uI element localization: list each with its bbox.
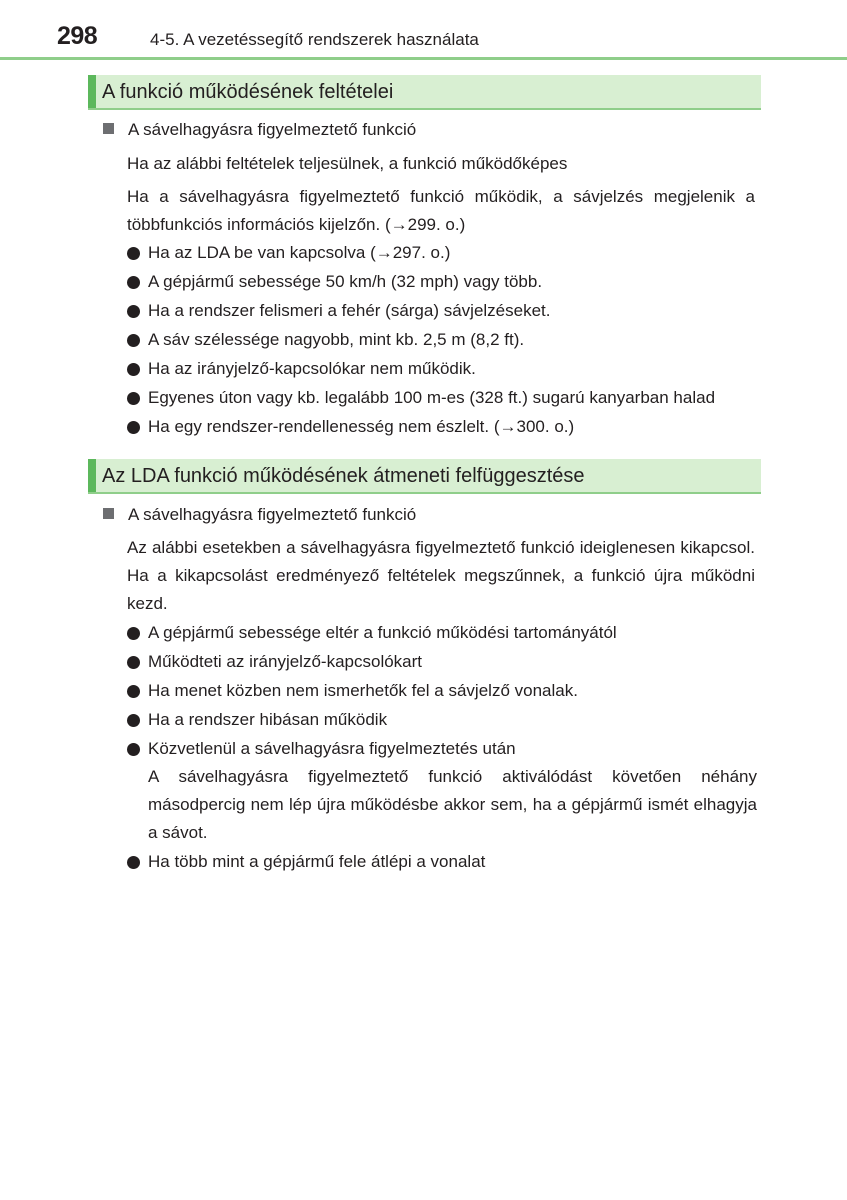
paragraph: Ha az alábbi feltételek teljesülnek, a funkció működőképes (127, 154, 568, 173)
subheading-text: A sávelhagyásra figyelmeztető funkció (128, 120, 417, 139)
bullet-icon (127, 247, 140, 260)
list-item: Egyenes úton vagy kb. legalább 100 m-es (328 ft.) sugarú kanyarban halad (127, 384, 757, 412)
conditions-list (127, 239, 757, 442)
bullet-icon (127, 685, 140, 698)
list-item: Ha az irányjelző-kapcsolókar nem működik. (127, 355, 757, 383)
page-number: 298 (57, 22, 98, 50)
square-bullet-icon (103, 508, 114, 519)
section-title: A funkció működésének feltételei (102, 81, 394, 103)
list-item: Ha több mint a gépjármű fele átlépi a vonalat (127, 848, 757, 876)
bullet-icon (127, 363, 140, 376)
list-item: Működteti az irányjelző-kapcsolókart (127, 648, 757, 676)
list-item-continuation: A sávelhagyásra figyelmeztető funkció aktiválódást követően néhány másodpercig nem lép újra működésbe akkor sem, ha a gépjármű ismét elhagyja a sávot. (148, 767, 757, 842)
header-rule (0, 57, 847, 60)
bullet-icon (127, 334, 140, 347)
bullet-icon (127, 743, 140, 756)
chapter-title: 4-5. A vezetéssegítő rendszerek használata (150, 30, 479, 49)
paragraph: Az alábbi esetekben a sávelhagyásra figyelmeztető funkció ideiglenesen kikapcsol. Ha a kikapcsolást eredményező feltételek megszűnnek, a funkció újra működni kezd. (127, 538, 755, 613)
bullet-icon (127, 276, 140, 289)
subheading (103, 505, 416, 525)
bullet-icon (127, 421, 140, 434)
bullet-icon (127, 627, 140, 640)
paragraph: Ha a sávelhagyásra figyelmeztető funkció működik, a sávjelzés megjelenik a többfunkciós információs kijelzőn. (→299. o.) (127, 187, 755, 234)
list-item: Ha a rendszer felismeri a fehér (sárga) sávjelzéseket. (127, 297, 757, 325)
list-item: A gépjármű sebessége eltér a funkció működési tartományától (127, 619, 757, 647)
list-item: A sáv szélessége nagyobb, mint kb. 2,5 m (8,2 ft). (127, 326, 757, 354)
list-item: Ha az LDA be van kapcsolva (→297. o.) (127, 239, 757, 267)
section-heading-suspension (88, 459, 761, 494)
list-item: Ha a rendszer hibásan működik (127, 706, 757, 734)
list-item: Közvetlenül a sávelhagyásra figyelmeztetés után A sávelhagyásra figyelmeztető funkció aktiválódást követően néhány másodpercig nem lép újra működésbe akkor sem, ha a gépjármű ismét elhagyja a sávot. (127, 735, 757, 847)
bullet-icon (127, 656, 140, 669)
section-accent (88, 75, 96, 108)
section-title: Az LDA funkció működésének átmeneti felfüggesztése (102, 465, 585, 487)
bullet-icon (127, 392, 140, 405)
bullet-icon (127, 305, 140, 318)
list-item: A gépjármű sebessége 50 km/h (32 mph) vagy több. (127, 268, 757, 296)
list-item: Ha menet közben nem ismerhetők fel a sávjelző vonalak. (127, 677, 757, 705)
bullet-icon (127, 856, 140, 869)
suspension-list (127, 619, 757, 877)
bullet-icon (127, 714, 140, 727)
section-heading-conditions (88, 75, 761, 110)
subheading (103, 120, 416, 140)
section-accent (88, 459, 96, 492)
list-item: Ha egy rendszer-rendellenesség nem észlelt. (→300. o.) (127, 413, 757, 441)
square-bullet-icon (103, 123, 114, 134)
page-header (0, 0, 847, 62)
subheading-text: A sávelhagyásra figyelmeztető funkció (128, 505, 417, 524)
